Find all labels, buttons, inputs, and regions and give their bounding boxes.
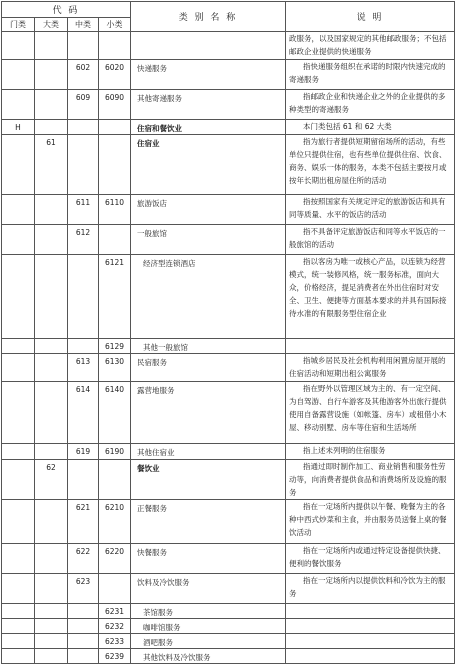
xiaolei-code: 6233 <box>99 634 131 649</box>
dalei-code <box>35 255 68 339</box>
menlei-code <box>2 649 35 664</box>
xiaolei-code <box>99 135 131 195</box>
header-menlei: 门类 <box>2 18 35 32</box>
category-name: 其他饮料及冷饮服务 <box>131 649 286 664</box>
category-name: 咖啡馆服务 <box>131 619 286 634</box>
category-name: 快餐服务 <box>131 544 286 574</box>
zhonglei-code: 611 <box>68 195 99 225</box>
xiaolei-code <box>99 460 131 500</box>
category-name: 其他一般旅馆 <box>131 339 286 354</box>
category-name: 民宿服务 <box>131 354 286 382</box>
table-row <box>2 60 455 90</box>
zhonglei-code: 613 <box>68 354 99 382</box>
table-row <box>2 500 455 544</box>
category-description: 指邮政企业和快递企业之外的企业提供的多种类型的寄递服务 <box>286 90 455 120</box>
category-name: 住宿业 <box>131 135 286 195</box>
xiaolei-code: 6129 <box>99 339 131 354</box>
menlei-code <box>2 255 35 339</box>
dalei-code <box>35 604 68 619</box>
table-row <box>2 120 455 135</box>
zhonglei-code: 612 <box>68 225 99 255</box>
category-description: 指城乡居民及社会机构利用闲置房屋开展的住宿活动和短期出租公寓服务 <box>286 354 455 382</box>
category-name: 住宿和餐饮业 <box>131 120 286 135</box>
table-row <box>2 619 455 634</box>
header-xiaolei: 小类 <box>99 18 131 32</box>
table-row <box>2 634 455 649</box>
category-description: 指在一定场所内以提供饮料和冷饮为主的服务 <box>286 574 455 604</box>
menlei-code <box>2 195 35 225</box>
category-description: 指在一定场所内或通过特定设备提供快捷、便利的餐饮服务 <box>286 544 455 574</box>
table-row <box>2 339 455 354</box>
menlei-code <box>2 32 35 60</box>
menlei-code <box>2 634 35 649</box>
header-dalei: 大类 <box>35 18 68 32</box>
table-row <box>2 604 455 619</box>
category-name: 茶馆服务 <box>131 604 286 619</box>
zhonglei-code: 621 <box>68 500 99 544</box>
header-row-1 <box>2 2 455 18</box>
category-name: 经济型连锁酒店 <box>131 255 286 339</box>
menlei-code <box>2 444 35 460</box>
zhonglei-code: 602 <box>68 60 99 90</box>
dalei-code <box>35 90 68 120</box>
table-row <box>2 255 455 339</box>
zhonglei-code <box>68 120 99 135</box>
xiaolei-code: 6110 <box>99 195 131 225</box>
dalei-code <box>35 225 68 255</box>
category-name: 餐饮业 <box>131 460 286 500</box>
table-row <box>2 225 455 255</box>
category-description <box>286 339 455 354</box>
xiaolei-code: 6231 <box>99 604 131 619</box>
dalei-code <box>35 120 68 135</box>
category-name: 旅游饭店 <box>131 195 286 225</box>
category-description: 指以客房为唯一或核心产品，以连锁为经营模式，统一装修风格，统一服务标准，面向大众，价格经济，提足消费者在外出住宿时对安全、卫生、便捷等方面基本要求的并具有国际接待水准的有限服务型住宿企业 <box>286 255 455 339</box>
category-description: 指在一定场所内提供以午餐、晚餐为主的各种中西式炒菜和主食，并由服务员送餐上桌的餐饮活动 <box>286 500 455 544</box>
menlei-code <box>2 135 35 195</box>
table-row <box>2 90 455 120</box>
xiaolei-code: 6121 <box>99 255 131 339</box>
category-description: 指快递服务组织在承诺的时限内快速完成的寄递服务 <box>286 60 455 90</box>
category-name: 一般旅馆 <box>131 225 286 255</box>
dalei-code <box>35 339 68 354</box>
dalei-code: 62 <box>35 460 68 500</box>
dalei-code <box>35 500 68 544</box>
menlei-code <box>2 544 35 574</box>
table-row <box>2 135 455 195</box>
category-description: 指按照国家有关规定评定的旅游饭店和具有同等质量、水平的饭店的活动 <box>286 195 455 225</box>
zhonglei-code <box>68 339 99 354</box>
category-name: 饮料及冷饮服务 <box>131 574 286 604</box>
menlei-code <box>2 60 35 90</box>
zhonglei-code: 623 <box>68 574 99 604</box>
dalei-code <box>35 544 68 574</box>
xiaolei-code: 6232 <box>99 619 131 634</box>
dalei-code <box>35 619 68 634</box>
category-description: 本门类包括 61 和 62 大类 <box>286 120 455 135</box>
xiaolei-code <box>99 120 131 135</box>
dalei-code <box>35 444 68 460</box>
zhonglei-code <box>68 634 99 649</box>
zhonglei-code <box>68 135 99 195</box>
category-description <box>286 649 455 664</box>
zhonglei-code: 609 <box>68 90 99 120</box>
dalei-code <box>35 354 68 382</box>
category-description: 指为旅行者提供短期留宿场所的活动，有些单位只提供住宿，也有些单位提供住宿、饮食、商务、娱乐一体的服务，本类不包括主要按月或按年长期出租房屋住所的活动 <box>286 135 455 195</box>
xiaolei-code: 6210 <box>99 500 131 544</box>
table-row <box>2 444 455 460</box>
classification-table <box>1 1 455 664</box>
category-description <box>286 634 455 649</box>
category-name: 其他住宿业 <box>131 444 286 460</box>
category-name: 其他寄递服务 <box>131 90 286 120</box>
xiaolei-code <box>99 574 131 604</box>
table-row <box>2 195 455 225</box>
zhonglei-code <box>68 32 99 60</box>
zhonglei-code: 614 <box>68 382 99 444</box>
xiaolei-code: 6220 <box>99 544 131 574</box>
menlei-code <box>2 460 35 500</box>
category-name: 快递服务 <box>131 60 286 90</box>
table-row <box>2 32 455 60</box>
menlei-code <box>2 500 35 544</box>
category-description: 指不具备评定旅游饭店和同等水平饭店的一般旅馆的活动 <box>286 225 455 255</box>
table-row <box>2 382 455 444</box>
category-description: 政服务，以及国家规定的其他邮政服务；不包括邮政企业提供的快递服务 <box>286 32 455 60</box>
header-description: 说 明 <box>286 2 455 32</box>
menlei-code <box>2 90 35 120</box>
zhonglei-code: 622 <box>68 544 99 574</box>
dalei-code <box>35 649 68 664</box>
category-name: 露营地服务 <box>131 382 286 444</box>
dalei-code <box>35 382 68 444</box>
menlei-code <box>2 619 35 634</box>
dalei-code <box>35 60 68 90</box>
xiaolei-code: 6190 <box>99 444 131 460</box>
table-row <box>2 544 455 574</box>
zhonglei-code: 619 <box>68 444 99 460</box>
xiaolei-code <box>99 225 131 255</box>
xiaolei-code: 6140 <box>99 382 131 444</box>
dalei-code: 61 <box>35 135 68 195</box>
dalei-code <box>35 32 68 60</box>
zhonglei-code <box>68 649 99 664</box>
menlei-code <box>2 339 35 354</box>
header-code: 代 码 <box>2 2 131 18</box>
category-description <box>286 619 455 634</box>
menlei-code <box>2 354 35 382</box>
category-description: 指上述未列明的住宿服务 <box>286 444 455 460</box>
table-row <box>2 460 455 500</box>
category-description <box>286 604 455 619</box>
category-description: 指在野外以管理区域为主的、有一定空间、为自驾游、自行车游客及其他游客外出旅行提供使用自备露营设施（如帐篷、房车）或租借小木屋、移动别墅、房车等住宿和生活场所 <box>286 382 455 444</box>
table-row <box>2 649 455 664</box>
dalei-code <box>35 574 68 604</box>
xiaolei-code: 6239 <box>99 649 131 664</box>
zhonglei-code <box>68 255 99 339</box>
xiaolei-code: 6020 <box>99 60 131 90</box>
dalei-code <box>35 195 68 225</box>
zhonglei-code <box>68 619 99 634</box>
header-category-name: 类 别 名 称 <box>131 2 286 32</box>
zhonglei-code <box>68 460 99 500</box>
table-row <box>2 354 455 382</box>
header-zhonglei: 中类 <box>68 18 99 32</box>
menlei-code: H <box>2 120 35 135</box>
category-name: 正餐服务 <box>131 500 286 544</box>
menlei-code <box>2 604 35 619</box>
xiaolei-code <box>99 32 131 60</box>
menlei-code <box>2 382 35 444</box>
table-row <box>2 574 455 604</box>
dalei-code <box>35 634 68 649</box>
category-name <box>131 32 286 60</box>
xiaolei-code: 6090 <box>99 90 131 120</box>
category-description: 指通过即时制作加工、商业销售和服务性劳动等，向消费者提供食品和消费场所及设施的服务 <box>286 460 455 500</box>
category-name: 酒吧服务 <box>131 634 286 649</box>
zhonglei-code <box>68 604 99 619</box>
xiaolei-code: 6130 <box>99 354 131 382</box>
menlei-code <box>2 225 35 255</box>
menlei-code <box>2 574 35 604</box>
